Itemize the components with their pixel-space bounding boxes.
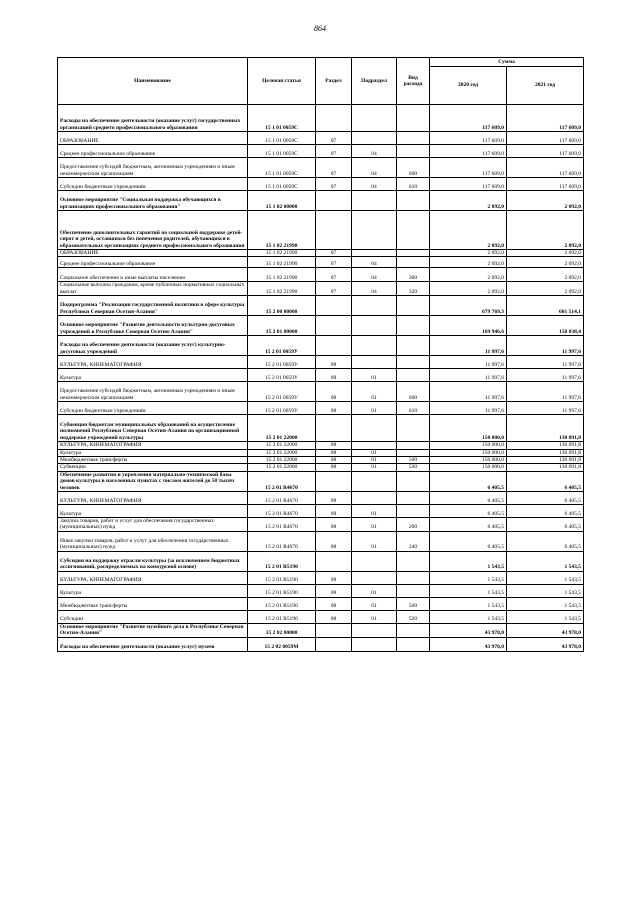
cell-section: 07 (316, 132, 352, 145)
cell-subsection (352, 442, 397, 449)
cell-subsection (352, 637, 397, 651)
cell-code: 15 2 00 00000 (248, 296, 316, 316)
cell-type: 320 (397, 282, 430, 296)
cell-name: Основное мероприятие "Развитие деятельности культурно-досуговых учреждений в Республике Северная Осетия-Алания" (58, 316, 248, 336)
table-header (58, 58, 584, 105)
cell-sum-2021: 2 092,0 (507, 257, 584, 268)
cell-sum-2020: 2 092,0 (430, 250, 507, 257)
header-year-2020: 2020 год (430, 67, 507, 105)
cell-name: Основное мероприятие "Социальная поддержка обучающихся в организациях профессионального образования" (58, 191, 248, 211)
cell-name: Субсидии (58, 610, 248, 623)
cell-sum-2021: 2 092,0 (507, 268, 584, 282)
cell-code: 15 2 01 0059У (248, 402, 316, 415)
cell-sum-2020: 6 405,5 (430, 471, 507, 491)
cell-sum-2021: 130 091,8 (507, 457, 584, 464)
cell-sum-2021: 6 405,5 (507, 471, 584, 491)
table-row (58, 457, 584, 464)
table-row (58, 584, 584, 597)
cell-sum-2021: 11 997,6 (507, 356, 584, 369)
table-row (58, 610, 584, 623)
cell-sum-2021: 2 092,0 (507, 191, 584, 211)
cell-section: 08 (316, 457, 352, 464)
cell-name: Основное мероприятие "Развитие музейного дела в Республике Северная Осетия-Алания" (58, 623, 248, 637)
cell-sum-2020: 11 997,6 (430, 356, 507, 369)
table-row (58, 471, 584, 491)
cell-subsection (352, 551, 397, 571)
cell-code: 15 1 01 0059С (248, 132, 316, 145)
cell-sum-2021: 11 997,6 (507, 382, 584, 402)
cell-name: Субвенция бюджетам муниципальных образований на осуществление полномочий Республики Северная Осетия-Алания по организационной поддержке учреждений культуры (58, 415, 248, 442)
cell-subsection: 04 (352, 145, 397, 158)
cell-name: Закупка товаров, работ и услуг для обеспечения государственных (муниципальных) нужд (58, 518, 248, 532)
cell-type: 300 (397, 268, 430, 282)
cell-type (397, 369, 430, 382)
cell-subsection: 01 (352, 464, 397, 471)
cell-code: 15 2 01 22000 (248, 457, 316, 464)
cell-sum-2020: 1 543,5 (430, 551, 507, 571)
cell-section: 08 (316, 382, 352, 402)
cell-section: 08 (316, 402, 352, 415)
header-year-2021: 2021 год (507, 67, 584, 105)
cell-name: Культура (58, 584, 248, 597)
cell-type (397, 191, 430, 211)
cell-section (316, 211, 352, 250)
cell-type (397, 257, 430, 268)
header-name: Наименование (58, 58, 248, 105)
cell-sum-2020: 6 405,5 (430, 518, 507, 532)
cell-sum-2020: 1 543,5 (430, 571, 507, 584)
table-row (58, 257, 584, 268)
table-row (58, 492, 584, 505)
cell-sum-2021: 11 997,6 (507, 369, 584, 382)
table-row (58, 191, 584, 211)
cell-sum-2020: 43 978,0 (430, 623, 507, 637)
cell-subsection: 04 (352, 158, 397, 178)
cell-name: Культура (58, 449, 248, 456)
cell-type: 600 (397, 382, 430, 402)
cell-sum-2020: 6 405,5 (430, 492, 507, 505)
cell-sum-2020: 150 000,0 (430, 442, 507, 449)
cell-code: 15 2 01 22000 (248, 464, 316, 471)
cell-sum-2020: 2 092,0 (430, 282, 507, 296)
cell-section (316, 471, 352, 491)
cell-sum-2021: 11 997,6 (507, 402, 584, 415)
cell-subsection: 01 (352, 518, 397, 532)
cell-sum-2020: 6 405,5 (430, 531, 507, 551)
cell-sum-2021: 1 543,5 (507, 597, 584, 610)
cell-subsection (352, 250, 397, 257)
cell-type (397, 492, 430, 505)
cell-subsection: 01 (352, 505, 397, 518)
cell-name: Среднее профессиональное образование (58, 145, 248, 158)
cell-sum-2020: 11 997,6 (430, 382, 507, 402)
cell-sum-2020: 150 000,0 (430, 415, 507, 442)
cell-name: Межбюджетные трансферты (58, 597, 248, 610)
table-row (58, 316, 584, 336)
cell-sum-2021: 2 092,0 (507, 250, 584, 257)
cell-sum-2020: 2 092,0 (430, 268, 507, 282)
table-row (58, 211, 584, 250)
cell-code: 15 1 02 21990 (248, 250, 316, 257)
cell-code: 15 2 01 22000 (248, 415, 316, 442)
cell-sum-2020: 2 092,0 (430, 191, 507, 211)
cell-subsection (352, 415, 397, 442)
table-row (58, 132, 584, 145)
cell-sum-2020: 1 543,5 (430, 610, 507, 623)
cell-code: 15 2 01 R4670 (248, 531, 316, 551)
cell-sum-2021: 1 543,5 (507, 584, 584, 597)
cell-subsection (352, 471, 397, 491)
cell-code: 15 2 01 R4670 (248, 518, 316, 532)
budget-table (57, 57, 584, 652)
cell-name: Субвенции (58, 464, 248, 471)
cell-code: 15 2 01 R5190 (248, 584, 316, 597)
cell-sum-2021: 1 543,5 (507, 551, 584, 571)
table-row (58, 597, 584, 610)
cell-type: 500 (397, 457, 430, 464)
cell-sum-2020: 1 543,5 (430, 597, 507, 610)
cell-sum-2021: 6 405,5 (507, 518, 584, 532)
cell-sum-2021: 117 609,0 (507, 132, 584, 145)
cell-section: 07 (316, 178, 352, 191)
cell-section: 08 (316, 610, 352, 623)
cell-name: Социальное обеспечение и иные выплаты населению (58, 268, 248, 282)
cell-subsection: 01 (352, 584, 397, 597)
cell-sum-2021: 6 405,5 (507, 505, 584, 518)
cell-name: ОБРАЗОВАНИЕ (58, 250, 248, 257)
table-row (58, 518, 584, 532)
cell-sum-2020: 6 405,5 (430, 505, 507, 518)
cell-type: 530 (397, 464, 430, 471)
cell-section: 07 (316, 145, 352, 158)
cell-type (397, 449, 430, 456)
cell-code: 15 1 01 0059С (248, 158, 316, 178)
header-section: Раздел (316, 58, 352, 105)
table-row (58, 296, 584, 316)
cell-type: 600 (397, 158, 430, 178)
page-number: 864 (314, 24, 326, 33)
cell-sum-2021: 117 609,0 (507, 158, 584, 178)
cell-name: КУЛЬТУРА, КИНЕМАТОГРАФИЯ (58, 356, 248, 369)
table-row (58, 268, 584, 282)
cell-name: Расходы на обеспечение деятельности (оказание услуг) музеев (58, 637, 248, 651)
cell-name: Субсидии бюджетным учреждениям (58, 402, 248, 415)
cell-sum-2020: 117 609,0 (430, 145, 507, 158)
cell-type (397, 471, 430, 491)
cell-section (316, 316, 352, 336)
table-row (58, 449, 584, 456)
cell-name: Субсидии на поддержку отрасли культуры (за исключением бюджетных ассигнований, распределяемых на конкурсной основе) (58, 551, 248, 571)
cell-sum-2021: 130 091,8 (507, 415, 584, 442)
cell-code: 15 2 01 0059У (248, 369, 316, 382)
cell-code: 15 2 01 R5190 (248, 610, 316, 623)
cell-type (397, 316, 430, 336)
cell-section: 08 (316, 584, 352, 597)
cell-sum-2021: 1 543,5 (507, 610, 584, 623)
cell-name: Подпрограмма "Реализация государственной политики в сфере культуры Республики Северная Осетия-Алания" (58, 296, 248, 316)
cell-subsection (352, 316, 397, 336)
cell-sum-2020: 43 978,0 (430, 637, 507, 651)
table-row (58, 145, 584, 158)
cell-type: 610 (397, 178, 430, 191)
cell-sum-2020: 150 000,0 (430, 449, 507, 456)
table-row (58, 571, 584, 584)
cell-sum-2020: 150 000,0 (430, 464, 507, 471)
cell-section: 07 (316, 257, 352, 268)
cell-type (397, 623, 430, 637)
cell-sum-2021: 117 609,0 (507, 178, 584, 191)
table-row (58, 623, 584, 637)
cell-code: 15 2 01 R4670 (248, 492, 316, 505)
cell-subsection (352, 211, 397, 250)
header-type: Вид расхода (397, 58, 430, 105)
table-row (58, 442, 584, 449)
cell-subsection (352, 356, 397, 369)
cell-section: 08 (316, 571, 352, 584)
cell-code: 15 2 01 0059У (248, 356, 316, 369)
cell-type (397, 105, 430, 132)
cell-sum-2021: 43 978,0 (507, 623, 584, 637)
table-row (58, 464, 584, 471)
cell-section (316, 191, 352, 211)
cell-name: Обеспечение дополнительных гарантий по социальной поддержке детей-сирот и детей, оставшихся без попечения родителей, обучающихся в образовательных организациях среднего профессионального образования (58, 211, 248, 250)
cell-sum-2020: 150 000,0 (430, 457, 507, 464)
cell-subsection: 01 (352, 457, 397, 464)
cell-section (316, 296, 352, 316)
cell-section: 08 (316, 369, 352, 382)
cell-type (397, 336, 430, 356)
table-row (58, 105, 584, 132)
cell-name: Обеспечение развития и укрепления материально-технической базы домов культуры в населенных пунктах с числом жителей до 50 тысяч человек (58, 471, 248, 491)
cell-section: 08 (316, 505, 352, 518)
header-sum: Сумма (430, 58, 584, 67)
cell-subsection: 01 (352, 382, 397, 402)
cell-subsection: 01 (352, 531, 397, 551)
cell-code: 15 1 01 0059С (248, 145, 316, 158)
table-row (58, 637, 584, 651)
table-row (58, 336, 584, 356)
cell-sum-2020: 11 997,6 (430, 336, 507, 356)
cell-code: 15 2 02 00000 (248, 623, 316, 637)
cell-section (316, 551, 352, 571)
cell-sum-2021: 2 092,0 (507, 211, 584, 250)
cell-type (397, 145, 430, 158)
cell-sum-2020: 117 609,0 (430, 105, 507, 132)
cell-section: 08 (316, 449, 352, 456)
cell-type (397, 637, 430, 651)
cell-sum-2021: 601 514,1 (507, 296, 584, 316)
cell-subsection (352, 105, 397, 132)
cell-code: 15 2 01 0059У (248, 382, 316, 402)
cell-type: 610 (397, 402, 430, 415)
table-row (58, 178, 584, 191)
cell-code: 15 2 01 R4670 (248, 505, 316, 518)
cell-subsection: 01 (352, 610, 397, 623)
cell-sum-2021: 1 543,5 (507, 571, 584, 584)
cell-sum-2021: 130 091,8 (507, 464, 584, 471)
cell-sum-2021: 6 405,5 (507, 531, 584, 551)
cell-section: 07 (316, 158, 352, 178)
cell-code: 15 1 02 21990 (248, 211, 316, 250)
table-row (58, 158, 584, 178)
cell-type: 500 (397, 597, 430, 610)
cell-name: Культура (58, 369, 248, 382)
cell-code: 15 2 01 R5190 (248, 597, 316, 610)
cell-sum-2020: 2 092,0 (430, 257, 507, 268)
cell-code: 15 2 02 0059М (248, 637, 316, 651)
cell-sum-2021: 11 997,6 (507, 336, 584, 356)
cell-code: 15 2 01 22000 (248, 449, 316, 456)
cell-section: 08 (316, 464, 352, 471)
header-subsection: Подраздел (352, 58, 397, 105)
cell-sum-2021: 6 405,5 (507, 492, 584, 505)
cell-sum-2020: 169 946,6 (430, 316, 507, 336)
table-row (58, 369, 584, 382)
cell-sum-2020: 679 769,3 (430, 296, 507, 316)
cell-section (316, 623, 352, 637)
cell-type (397, 584, 430, 597)
cell-sum-2020: 11 997,6 (430, 369, 507, 382)
cell-type (397, 571, 430, 584)
cell-subsection: 01 (352, 597, 397, 610)
cell-type (397, 415, 430, 442)
cell-subsection: 04 (352, 268, 397, 282)
cell-name: ОБРАЗОВАНИЕ (58, 132, 248, 145)
cell-section: 08 (316, 531, 352, 551)
cell-sum-2021: 150 038,4 (507, 316, 584, 336)
cell-section (316, 105, 352, 132)
cell-section: 07 (316, 282, 352, 296)
cell-sum-2021: 117 609,0 (507, 105, 584, 132)
cell-type (397, 551, 430, 571)
cell-section (316, 336, 352, 356)
cell-type (397, 250, 430, 257)
cell-section: 07 (316, 268, 352, 282)
cell-name: Культура (58, 505, 248, 518)
cell-subsection (352, 571, 397, 584)
cell-code: 15 1 02 21990 (248, 257, 316, 268)
cell-section: 08 (316, 492, 352, 505)
table-row (58, 415, 584, 442)
table-row (58, 402, 584, 415)
cell-sum-2021: 130 091,8 (507, 449, 584, 456)
table-row (58, 505, 584, 518)
table-row (58, 551, 584, 571)
cell-subsection: 04 (352, 178, 397, 191)
cell-section: 08 (316, 518, 352, 532)
cell-sum-2021: 117 609,0 (507, 145, 584, 158)
cell-sum-2021: 2 092,0 (507, 282, 584, 296)
cell-subsection: 04 (352, 282, 397, 296)
cell-name: КУЛЬТУРА, КИНЕМАТОГРАФИЯ (58, 492, 248, 505)
cell-subsection (352, 296, 397, 316)
cell-subsection: 01 (352, 449, 397, 456)
cell-type (397, 442, 430, 449)
cell-section: 07 (316, 250, 352, 257)
cell-code: 15 1 02 21990 (248, 282, 316, 296)
cell-type: 240 (397, 531, 430, 551)
cell-sum-2020: 2 092,0 (430, 211, 507, 250)
table-row (58, 382, 584, 402)
cell-section: 08 (316, 442, 352, 449)
cell-code: 15 1 01 0059С (248, 105, 316, 132)
cell-code: 15 2 01 R5190 (248, 571, 316, 584)
cell-subsection: 04 (352, 257, 397, 268)
cell-code: 15 1 02 00000 (248, 191, 316, 211)
cell-code: 15 2 01 22000 (248, 442, 316, 449)
cell-subsection (352, 492, 397, 505)
table-body (58, 105, 584, 652)
cell-name: Субсидии бюджетным учреждениям (58, 178, 248, 191)
cell-sum-2021: 43 978,0 (507, 637, 584, 651)
table-row (58, 531, 584, 551)
cell-subsection (352, 132, 397, 145)
cell-sum-2020: 11 997,6 (430, 402, 507, 415)
cell-subsection (352, 191, 397, 211)
cell-type (397, 132, 430, 145)
table-row (58, 356, 584, 369)
cell-name: Расходы на обеспечение деятельности (оказание услуг) государственных организаций среднего профессионального образования (58, 105, 248, 132)
cell-code: 15 1 02 21990 (248, 268, 316, 282)
cell-name: Социальные выплаты гражданам, кроме публичных нормативных социальных выплат (58, 282, 248, 296)
cell-code: 15 2 01 R5190 (248, 551, 316, 571)
cell-code: 15 1 01 0059С (248, 178, 316, 191)
cell-section (316, 637, 352, 651)
cell-code: 15 2 01 00000 (248, 316, 316, 336)
cell-name: Предоставление субсидий бюджетным, автономным учреждениям и иным некоммерческим организациям (58, 158, 248, 178)
cell-type (397, 211, 430, 250)
cell-name: КУЛЬТУРА, КИНЕМАТОГРАФИЯ (58, 571, 248, 584)
cell-subsection: 01 (352, 369, 397, 382)
cell-name: Расходы на обеспечение деятельности (оказание услуг) культурно-досуговых учреждений (58, 336, 248, 356)
cell-sum-2021: 130 091,8 (507, 442, 584, 449)
cell-sum-2020: 1 543,5 (430, 584, 507, 597)
cell-type: 520 (397, 610, 430, 623)
cell-section: 08 (316, 597, 352, 610)
cell-sum-2020: 117 609,0 (430, 158, 507, 178)
cell-type: 200 (397, 518, 430, 532)
cell-code: 15 2 01 0059У (248, 336, 316, 356)
cell-code: 15 2 01 R4670 (248, 471, 316, 491)
cell-subsection (352, 336, 397, 356)
cell-sum-2020: 117 609,0 (430, 132, 507, 145)
cell-name: Межбюджетные трансферты (58, 457, 248, 464)
cell-section: 08 (316, 356, 352, 369)
cell-subsection (352, 623, 397, 637)
cell-name: Среднее профессиональное образование (58, 257, 248, 268)
header-code: Целевая статья (248, 58, 316, 105)
cell-name: Иные закупки товаров, работ и услуг для обеспечения государственных (муниципальных) нужд (58, 531, 248, 551)
cell-subsection: 01 (352, 402, 397, 415)
cell-type (397, 505, 430, 518)
table-row (58, 250, 584, 257)
cell-sum-2020: 117 609,0 (430, 178, 507, 191)
cell-type (397, 296, 430, 316)
table-row (58, 282, 584, 296)
cell-name: КУЛЬТУРА, КИНЕМАТОГРАФИЯ (58, 442, 248, 449)
cell-name: Предоставление субсидий бюджетным, автономным учреждениям и иным некоммерческим организациям (58, 382, 248, 402)
cell-type (397, 356, 430, 369)
cell-section (316, 415, 352, 442)
